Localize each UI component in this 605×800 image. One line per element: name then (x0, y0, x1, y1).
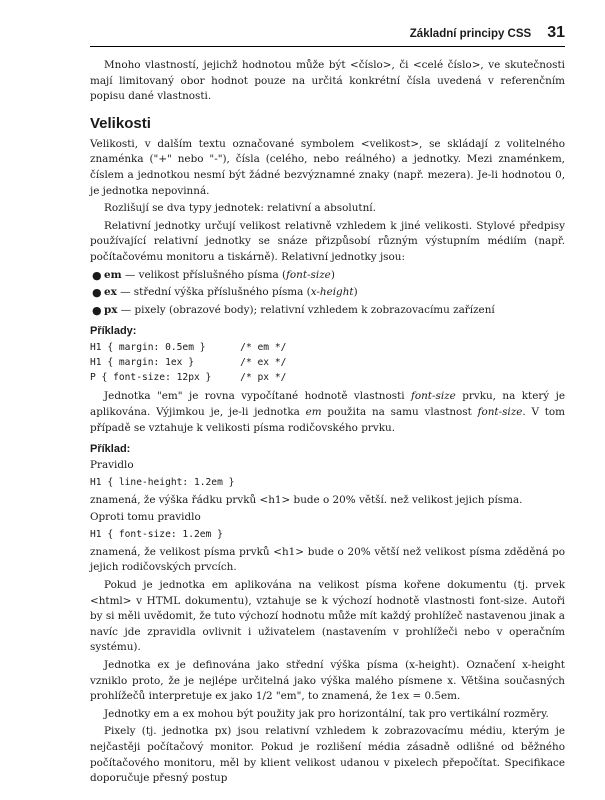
paragraph-sizes-definition: Velikosti, v dalším textu označované symbolem <velikost>, se skládají z volitelného znaménka ("+" nebo "-"), čísla (celého, nebo reálného) a jednotky. Mezi znaménkem, číslem a jednotkou nesmí být žádné bezvýznamné znaky (např. mezera). Je-li hodnotou 0, je jednotka nepovinná. (90, 137, 565, 197)
paragraph-relative-units: Relativní jednotky určují velikost relativně vzhledem k jiné velikosti. Stylové předpisy používající relativní jednotky se snáze přizpůsobí různým výstupním médiím (např. počítačovému monitoru a tiskárně). Relativní jednotky jsou: (90, 219, 565, 263)
paragraph-pixels: Pixely (tj. jednotka px) jsou relativní vzhledem k zobrazovacímu médiu, kterým je nejčastěji počítačový monitor. Pokud je rozlišení média zásadně odlišné od běžného počítačového monitoru, měl by klient velikost udanou v pixelech přepočítat. Specifikace doporučuje přesný postup (90, 725, 565, 785)
section-heading: Velikosti (90, 114, 151, 132)
running-header (90, 24, 565, 44)
contrary-code: H1 { font-size: 1.2em } (90, 528, 223, 540)
bullet-icon: ● (92, 268, 102, 282)
rule-label: Pravidlo (90, 459, 134, 472)
paragraph-root-em: Pokud je jednotka em aplikována na velikost písma kořene dokumentu (tj. prvek <html> v HTML dokumentu), vztahuje se k výchozí hodnotě vlastnosti font-size. Autoři by si měli uvědomit, že tuto výchozí hodnotu může mít každý prohlížeč nastavenou jinak a navíc jde zpravidla ovlivnit i uživatelem (nastavením v prohlížeči nebo v operačním systému). (90, 579, 565, 654)
unit-desc: — pixely (obrazové body); relativní vzhledem k zobrazovacímu zařízení (117, 303, 495, 316)
examples-heading: Příklady: (90, 325, 137, 338)
unit-term: px (104, 303, 118, 316)
text-run-italic: font-size (411, 390, 456, 403)
unit-desc: — střední výška příslušného písma ( (116, 286, 311, 299)
paragraph-em-unit (90, 389, 565, 436)
unit-tail: ) (330, 268, 335, 281)
rule-code: H1 { line-height: 1.2em } (90, 476, 235, 488)
means-paragraph-1: znamená, že výška řádku prvků <h1> bude o 20% větší. než velikost jejich písma. (90, 493, 523, 506)
unit-tail: ) (353, 286, 358, 299)
page-number: 31 (547, 24, 565, 41)
text-run: Jednotka "em" je rovna vypočítané hodnotě vlastnosti (104, 390, 412, 403)
unit-desc: — velikost příslušného písma ( (121, 268, 287, 281)
text-run: . V tom případě se vztahuje k velikosti písma rodičovského prvku. (90, 405, 566, 434)
unit-term: em (104, 268, 122, 281)
example-heading: Příklad: (90, 443, 131, 456)
page-content (90, 58, 565, 789)
means-paragraph-2: znamená, že velikost písma prvků <h1> bude o 20% větší než velikost písma zděděná po jejich rodičovských prvcích. (90, 545, 565, 574)
list-item (90, 268, 565, 284)
list-item (90, 285, 565, 301)
header-rule (90, 46, 565, 47)
unit-term: ex (104, 286, 117, 299)
code-examples: H1 { margin: 0.5em } /* em */ H1 { margin: 1ex } /* ex */ P { font-size: 12px } /* px */ (90, 342, 287, 384)
paragraph-unit-types: Rozlišují se dva typy jednotek: relativní a absolutní. (104, 202, 376, 215)
text-run-italic: font-size (477, 405, 523, 418)
unit-list (90, 268, 565, 319)
chapter-title: Základní principy CSS (409, 28, 532, 40)
contrary-label: Oproti tomu pravidlo (90, 511, 201, 524)
text-run: použita na samu vlastnost (321, 405, 478, 418)
bullet-icon: ● (92, 286, 102, 300)
unit-emph: font-size (286, 268, 331, 281)
list-item (90, 303, 565, 319)
text-run: prvku, na který je aplikována. Výjimkou je, je-li jednotka (90, 390, 565, 418)
paragraph-ex-unit: Jednotka ex je definována jako střední výška písma (x-height). Označení x-height vzniklo proto, že je nejlépe určitelná jako výška malého písmene x. Většina současných prohlížečů interpretuje ex jako 1/2 "em", to znamená, že 1ex = 0.5em. (90, 659, 565, 703)
paragraph-em-ex-dimensions: Jednotky em a ex mohou být použity jak pro horizontální, tak pro vertikální rozměry. (104, 707, 549, 720)
intro-paragraph: Mnoho vlastností, jejichž hodnotou může být <číslo>, či <celé číslo>, ve skutečnosti mají limitovaný obor hodnot pouze na určitá konkrétní čísla uvedená v referenčním popisu dané vlastnosti. (90, 59, 565, 103)
text-run-italic: em (305, 405, 322, 418)
unit-emph: x-height (310, 286, 354, 299)
bullet-icon: ● (92, 303, 102, 317)
